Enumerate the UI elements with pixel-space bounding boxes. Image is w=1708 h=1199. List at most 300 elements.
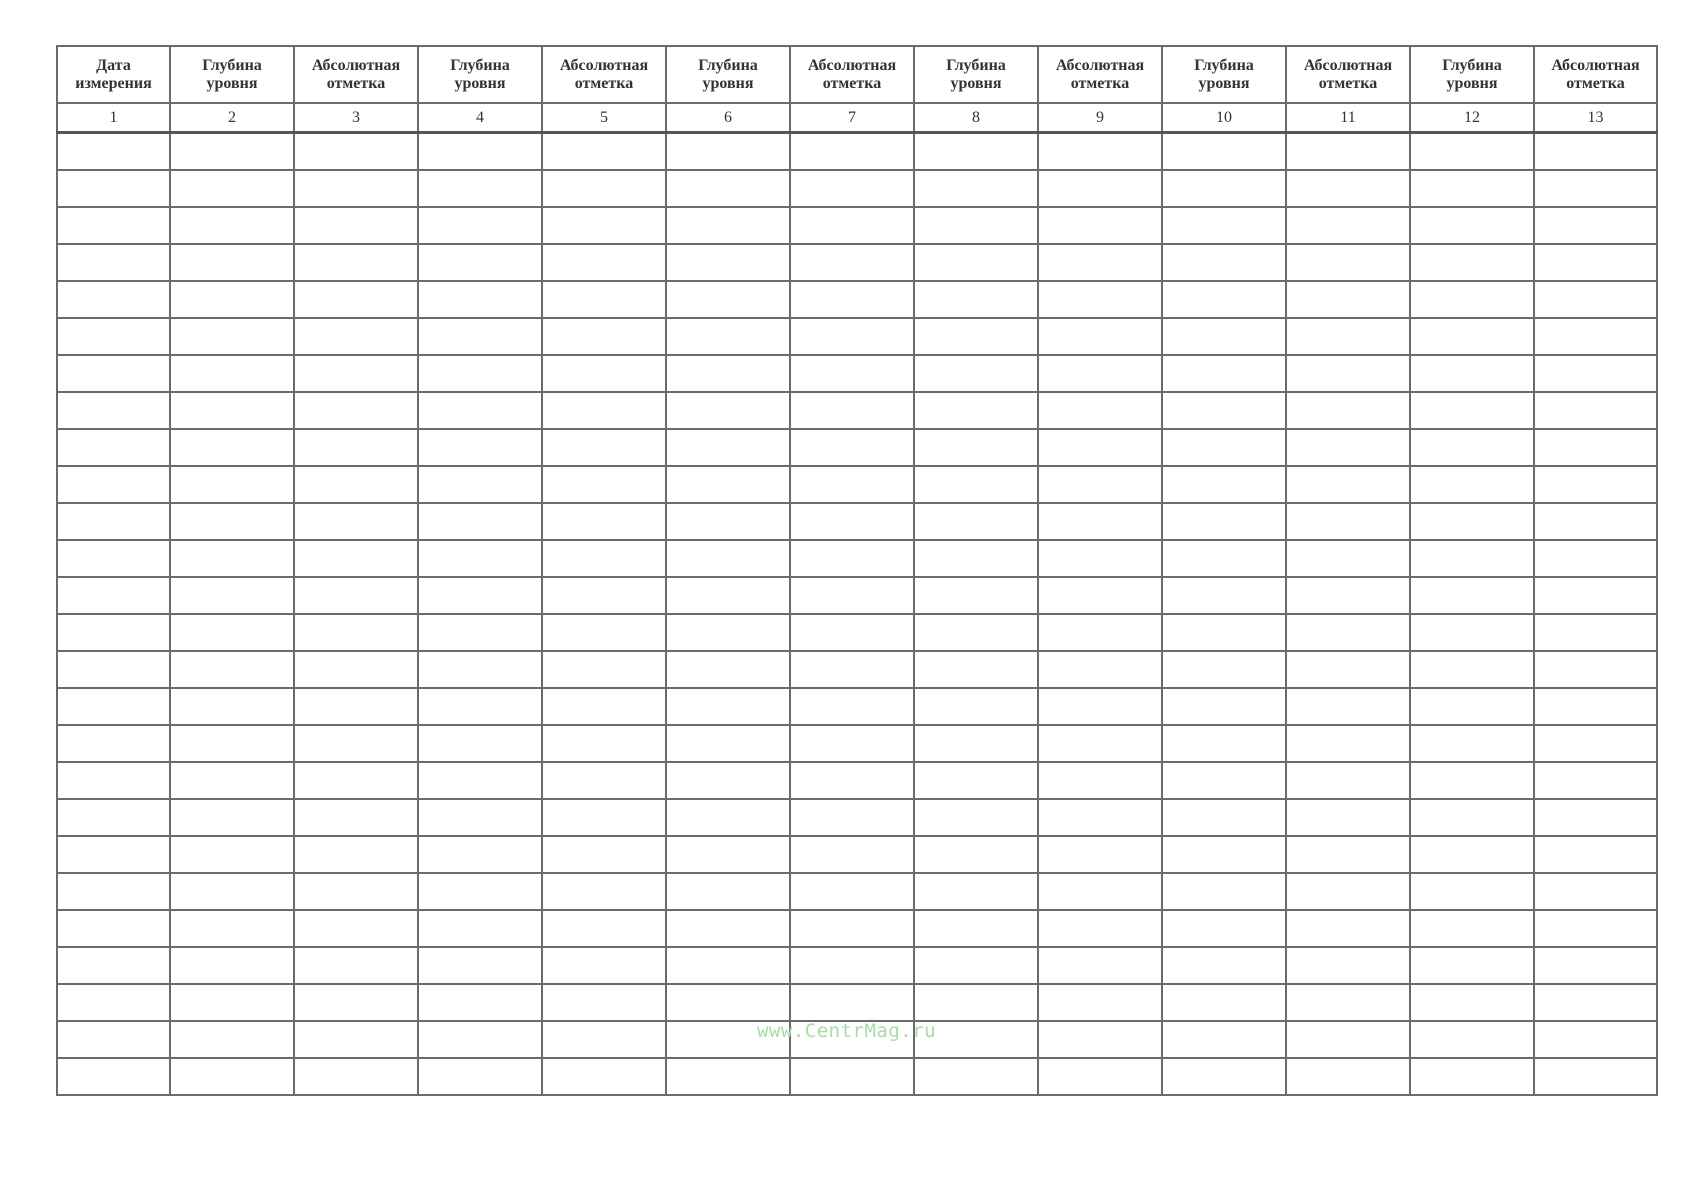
table-cell[interactable] [1410, 355, 1534, 392]
table-cell[interactable] [170, 799, 294, 836]
table-cell[interactable] [1038, 799, 1162, 836]
table-cell[interactable] [57, 762, 170, 799]
table-cell[interactable] [294, 318, 418, 355]
table-cell[interactable] [1162, 355, 1286, 392]
table-cell[interactable] [418, 614, 542, 651]
table-cell[interactable] [790, 244, 914, 281]
table-cell[interactable] [914, 910, 1038, 947]
table-cell[interactable] [666, 947, 790, 984]
table-cell[interactable] [1286, 836, 1410, 873]
table-cell[interactable] [1162, 466, 1286, 503]
table-cell[interactable] [1038, 503, 1162, 540]
table-cell[interactable] [1038, 318, 1162, 355]
table-cell[interactable] [418, 577, 542, 614]
table-cell[interactable] [542, 836, 666, 873]
table-cell[interactable] [170, 577, 294, 614]
table-cell[interactable] [1038, 466, 1162, 503]
table-cell[interactable] [1038, 725, 1162, 762]
table-cell[interactable] [1410, 984, 1534, 1021]
table-cell[interactable] [1410, 1021, 1534, 1058]
table-cell[interactable] [542, 540, 666, 577]
table-cell[interactable] [1534, 392, 1657, 429]
table-cell[interactable] [57, 244, 170, 281]
table-cell[interactable] [418, 503, 542, 540]
table-cell[interactable] [542, 725, 666, 762]
table-cell[interactable] [1534, 614, 1657, 651]
table-cell[interactable] [57, 503, 170, 540]
table-cell[interactable] [1286, 1021, 1410, 1058]
table-cell[interactable] [914, 318, 1038, 355]
table-cell[interactable] [666, 133, 790, 171]
table-cell[interactable] [170, 873, 294, 910]
table-cell[interactable] [1286, 281, 1410, 318]
table-cell[interactable] [1286, 910, 1410, 947]
table-cell[interactable] [170, 947, 294, 984]
table-cell[interactable] [542, 614, 666, 651]
table-cell[interactable] [1534, 133, 1657, 171]
table-cell[interactable] [790, 873, 914, 910]
table-cell[interactable] [542, 318, 666, 355]
table-cell[interactable] [914, 133, 1038, 171]
table-cell[interactable] [1038, 244, 1162, 281]
table-cell[interactable] [170, 1021, 294, 1058]
table-cell[interactable] [294, 725, 418, 762]
table-cell[interactable] [914, 725, 1038, 762]
table-cell[interactable] [666, 873, 790, 910]
table-cell[interactable] [666, 577, 790, 614]
table-cell[interactable] [1410, 688, 1534, 725]
table-cell[interactable] [790, 614, 914, 651]
table-cell[interactable] [1162, 947, 1286, 984]
table-cell[interactable] [1038, 910, 1162, 947]
table-cell[interactable] [418, 873, 542, 910]
table-cell[interactable] [418, 910, 542, 947]
table-cell[interactable] [666, 984, 790, 1021]
table-cell[interactable] [1286, 318, 1410, 355]
table-cell[interactable] [418, 947, 542, 984]
table-cell[interactable] [1286, 1058, 1410, 1095]
table-cell[interactable] [542, 651, 666, 688]
table-cell[interactable] [418, 133, 542, 171]
table-cell[interactable] [1038, 836, 1162, 873]
table-cell[interactable] [1286, 577, 1410, 614]
table-cell[interactable] [790, 1058, 914, 1095]
table-cell[interactable] [418, 540, 542, 577]
table-cell[interactable] [294, 614, 418, 651]
table-cell[interactable] [1038, 577, 1162, 614]
table-cell[interactable] [1038, 873, 1162, 910]
table-cell[interactable] [170, 725, 294, 762]
table-cell[interactable] [914, 466, 1038, 503]
table-cell[interactable] [170, 614, 294, 651]
table-cell[interactable] [542, 170, 666, 207]
table-cell[interactable] [1410, 281, 1534, 318]
table-cell[interactable] [790, 984, 914, 1021]
table-cell[interactable] [1534, 318, 1657, 355]
table-cell[interactable] [542, 429, 666, 466]
table-cell[interactable] [1038, 947, 1162, 984]
table-cell[interactable] [57, 984, 170, 1021]
table-cell[interactable] [57, 392, 170, 429]
table-cell[interactable] [1534, 540, 1657, 577]
table-cell[interactable] [790, 281, 914, 318]
table-cell[interactable] [170, 651, 294, 688]
table-cell[interactable] [1534, 429, 1657, 466]
table-cell[interactable] [170, 281, 294, 318]
table-cell[interactable] [418, 318, 542, 355]
table-cell[interactable] [1534, 281, 1657, 318]
table-cell[interactable] [666, 910, 790, 947]
table-cell[interactable] [1410, 762, 1534, 799]
table-cell[interactable] [1410, 170, 1534, 207]
table-cell[interactable] [790, 540, 914, 577]
table-cell[interactable] [542, 688, 666, 725]
table-cell[interactable] [666, 281, 790, 318]
table-cell[interactable] [1162, 577, 1286, 614]
table-cell[interactable] [666, 207, 790, 244]
table-cell[interactable] [294, 651, 418, 688]
table-cell[interactable] [1534, 355, 1657, 392]
table-cell[interactable] [170, 688, 294, 725]
table-cell[interactable] [418, 281, 542, 318]
table-cell[interactable] [1410, 133, 1534, 171]
table-cell[interactable] [666, 762, 790, 799]
table-cell[interactable] [57, 281, 170, 318]
table-cell[interactable] [1410, 651, 1534, 688]
table-cell[interactable] [1410, 392, 1534, 429]
table-cell[interactable] [542, 762, 666, 799]
table-cell[interactable] [57, 947, 170, 984]
table-cell[interactable] [914, 984, 1038, 1021]
table-cell[interactable] [1038, 133, 1162, 171]
table-cell[interactable] [1534, 910, 1657, 947]
table-cell[interactable] [57, 170, 170, 207]
table-cell[interactable] [1038, 1058, 1162, 1095]
table-cell[interactable] [1410, 910, 1534, 947]
table-cell[interactable] [666, 651, 790, 688]
table-cell[interactable] [914, 614, 1038, 651]
table-cell[interactable] [1162, 725, 1286, 762]
table-cell[interactable] [1286, 873, 1410, 910]
table-cell[interactable] [1286, 799, 1410, 836]
table-cell[interactable] [57, 873, 170, 910]
table-cell[interactable] [418, 244, 542, 281]
table-cell[interactable] [1038, 281, 1162, 318]
table-cell[interactable] [1038, 1021, 1162, 1058]
table-cell[interactable] [666, 392, 790, 429]
table-cell[interactable] [294, 170, 418, 207]
table-cell[interactable] [1534, 651, 1657, 688]
table-cell[interactable] [1162, 614, 1286, 651]
table-cell[interactable] [1286, 688, 1410, 725]
table-cell[interactable] [1534, 503, 1657, 540]
table-cell[interactable] [294, 836, 418, 873]
table-cell[interactable] [294, 133, 418, 171]
table-cell[interactable] [170, 244, 294, 281]
table-cell[interactable] [1410, 540, 1534, 577]
table-cell[interactable] [1534, 170, 1657, 207]
table-cell[interactable] [1286, 355, 1410, 392]
table-cell[interactable] [57, 799, 170, 836]
table-cell[interactable] [1286, 429, 1410, 466]
table-cell[interactable] [1534, 873, 1657, 910]
table-cell[interactable] [790, 503, 914, 540]
table-cell[interactable] [57, 207, 170, 244]
table-cell[interactable] [1038, 651, 1162, 688]
table-cell[interactable] [790, 910, 914, 947]
table-cell[interactable] [418, 1021, 542, 1058]
table-cell[interactable] [1038, 540, 1162, 577]
table-cell[interactable] [666, 688, 790, 725]
table-cell[interactable] [914, 651, 1038, 688]
table-cell[interactable] [294, 1058, 418, 1095]
table-cell[interactable] [294, 503, 418, 540]
table-cell[interactable] [666, 355, 790, 392]
table-cell[interactable] [294, 466, 418, 503]
table-cell[interactable] [1534, 725, 1657, 762]
table-cell[interactable] [914, 355, 1038, 392]
table-cell[interactable] [1038, 688, 1162, 725]
table-cell[interactable] [914, 281, 1038, 318]
table-cell[interactable] [418, 725, 542, 762]
table-cell[interactable] [542, 1021, 666, 1058]
table-cell[interactable] [1162, 1058, 1286, 1095]
table-cell[interactable] [57, 1021, 170, 1058]
table-cell[interactable] [294, 244, 418, 281]
table-cell[interactable] [170, 910, 294, 947]
table-cell[interactable] [1410, 799, 1534, 836]
table-cell[interactable] [294, 873, 418, 910]
table-cell[interactable] [418, 799, 542, 836]
table-cell[interactable] [170, 762, 294, 799]
table-cell[interactable] [542, 207, 666, 244]
table-cell[interactable] [666, 836, 790, 873]
table-cell[interactable] [294, 984, 418, 1021]
table-cell[interactable] [294, 688, 418, 725]
table-cell[interactable] [1286, 466, 1410, 503]
table-cell[interactable] [914, 429, 1038, 466]
table-cell[interactable] [1286, 133, 1410, 171]
table-cell[interactable] [666, 466, 790, 503]
table-cell[interactable] [1162, 503, 1286, 540]
table-cell[interactable] [57, 540, 170, 577]
table-cell[interactable] [1038, 429, 1162, 466]
table-cell[interactable] [542, 873, 666, 910]
table-cell[interactable] [666, 503, 790, 540]
table-cell[interactable] [57, 429, 170, 466]
table-cell[interactable] [1534, 836, 1657, 873]
table-cell[interactable] [1534, 466, 1657, 503]
table-cell[interactable] [790, 392, 914, 429]
table-cell[interactable] [1162, 318, 1286, 355]
table-cell[interactable] [57, 133, 170, 171]
table-cell[interactable] [418, 836, 542, 873]
table-cell[interactable] [1410, 577, 1534, 614]
table-cell[interactable] [790, 836, 914, 873]
table-cell[interactable] [1410, 873, 1534, 910]
table-cell[interactable] [418, 429, 542, 466]
table-cell[interactable] [1534, 1021, 1657, 1058]
table-cell[interactable] [418, 1058, 542, 1095]
table-cell[interactable] [1162, 133, 1286, 171]
table-cell[interactable] [542, 466, 666, 503]
table-cell[interactable] [1534, 947, 1657, 984]
table-cell[interactable] [1410, 503, 1534, 540]
table-cell[interactable] [1162, 281, 1286, 318]
table-cell[interactable] [790, 133, 914, 171]
table-cell[interactable] [294, 1021, 418, 1058]
table-cell[interactable] [57, 355, 170, 392]
table-cell[interactable] [542, 244, 666, 281]
table-cell[interactable] [542, 1058, 666, 1095]
table-cell[interactable] [57, 725, 170, 762]
table-cell[interactable] [418, 984, 542, 1021]
table-cell[interactable] [790, 355, 914, 392]
table-cell[interactable] [294, 540, 418, 577]
table-cell[interactable] [542, 947, 666, 984]
table-cell[interactable] [1162, 170, 1286, 207]
table-cell[interactable] [542, 133, 666, 171]
table-cell[interactable] [790, 651, 914, 688]
table-cell[interactable] [914, 577, 1038, 614]
table-cell[interactable] [1286, 244, 1410, 281]
table-cell[interactable] [294, 947, 418, 984]
table-cell[interactable] [170, 133, 294, 171]
table-cell[interactable] [914, 836, 1038, 873]
table-cell[interactable] [418, 355, 542, 392]
table-cell[interactable] [418, 688, 542, 725]
table-cell[interactable] [914, 688, 1038, 725]
table-cell[interactable] [294, 762, 418, 799]
table-cell[interactable] [542, 355, 666, 392]
table-cell[interactable] [790, 577, 914, 614]
table-cell[interactable] [542, 577, 666, 614]
table-cell[interactable] [666, 244, 790, 281]
table-cell[interactable] [790, 207, 914, 244]
table-cell[interactable] [57, 577, 170, 614]
table-cell[interactable] [1162, 429, 1286, 466]
table-cell[interactable] [294, 799, 418, 836]
table-cell[interactable] [294, 910, 418, 947]
table-cell[interactable] [790, 762, 914, 799]
table-cell[interactable] [294, 207, 418, 244]
table-cell[interactable] [542, 910, 666, 947]
table-cell[interactable] [57, 688, 170, 725]
table-cell[interactable] [666, 614, 790, 651]
table-cell[interactable] [790, 466, 914, 503]
table-cell[interactable] [666, 170, 790, 207]
table-cell[interactable] [1162, 799, 1286, 836]
table-cell[interactable] [1162, 207, 1286, 244]
table-cell[interactable] [418, 207, 542, 244]
table-cell[interactable] [1162, 910, 1286, 947]
table-cell[interactable] [1286, 503, 1410, 540]
table-cell[interactable] [418, 466, 542, 503]
table-cell[interactable] [666, 725, 790, 762]
table-cell[interactable] [914, 947, 1038, 984]
table-cell[interactable] [57, 910, 170, 947]
table-cell[interactable] [170, 170, 294, 207]
table-cell[interactable] [1038, 355, 1162, 392]
table-cell[interactable] [170, 836, 294, 873]
table-cell[interactable] [1534, 577, 1657, 614]
table-cell[interactable] [790, 688, 914, 725]
table-cell[interactable] [1410, 466, 1534, 503]
table-cell[interactable] [1534, 1058, 1657, 1095]
table-cell[interactable] [1162, 540, 1286, 577]
table-cell[interactable] [666, 540, 790, 577]
table-cell[interactable] [170, 207, 294, 244]
table-cell[interactable] [1286, 725, 1410, 762]
table-cell[interactable] [170, 429, 294, 466]
table-cell[interactable] [1534, 984, 1657, 1021]
table-cell[interactable] [542, 392, 666, 429]
table-cell[interactable] [1162, 873, 1286, 910]
table-cell[interactable] [790, 318, 914, 355]
table-cell[interactable] [1410, 725, 1534, 762]
table-cell[interactable] [666, 318, 790, 355]
table-cell[interactable] [294, 429, 418, 466]
table-cell[interactable] [1162, 244, 1286, 281]
table-cell[interactable] [542, 281, 666, 318]
table-cell[interactable] [418, 392, 542, 429]
table-cell[interactable] [1534, 244, 1657, 281]
table-cell[interactable] [1410, 614, 1534, 651]
table-cell[interactable] [1162, 984, 1286, 1021]
table-cell[interactable] [1286, 947, 1410, 984]
table-cell[interactable] [57, 466, 170, 503]
table-cell[interactable] [1162, 1021, 1286, 1058]
table-cell[interactable] [1286, 392, 1410, 429]
table-cell[interactable] [1410, 1058, 1534, 1095]
table-cell[interactable] [914, 503, 1038, 540]
table-cell[interactable] [1534, 799, 1657, 836]
table-cell[interactable] [1286, 651, 1410, 688]
table-cell[interactable] [57, 614, 170, 651]
table-cell[interactable] [542, 503, 666, 540]
table-cell[interactable] [1038, 984, 1162, 1021]
table-cell[interactable] [1534, 207, 1657, 244]
table-cell[interactable] [294, 355, 418, 392]
table-cell[interactable] [914, 207, 1038, 244]
table-cell[interactable] [1534, 688, 1657, 725]
table-cell[interactable] [418, 762, 542, 799]
table-cell[interactable] [914, 244, 1038, 281]
table-cell[interactable] [790, 429, 914, 466]
table-cell[interactable] [914, 170, 1038, 207]
table-cell[interactable] [1162, 392, 1286, 429]
table-cell[interactable] [1286, 540, 1410, 577]
table-cell[interactable] [914, 540, 1038, 577]
table-cell[interactable] [170, 466, 294, 503]
table-cell[interactable] [1038, 170, 1162, 207]
table-cell[interactable] [1410, 244, 1534, 281]
table-cell[interactable] [914, 762, 1038, 799]
table-cell[interactable] [1410, 207, 1534, 244]
table-cell[interactable] [790, 725, 914, 762]
table-cell[interactable] [1162, 651, 1286, 688]
table-cell[interactable] [1286, 984, 1410, 1021]
table-cell[interactable] [170, 984, 294, 1021]
table-cell[interactable] [170, 1058, 294, 1095]
table-cell[interactable] [170, 318, 294, 355]
table-cell[interactable] [294, 577, 418, 614]
table-cell[interactable] [57, 836, 170, 873]
table-cell[interactable] [57, 1058, 170, 1095]
table-cell[interactable] [790, 170, 914, 207]
table-cell[interactable] [1162, 836, 1286, 873]
table-cell[interactable] [170, 503, 294, 540]
